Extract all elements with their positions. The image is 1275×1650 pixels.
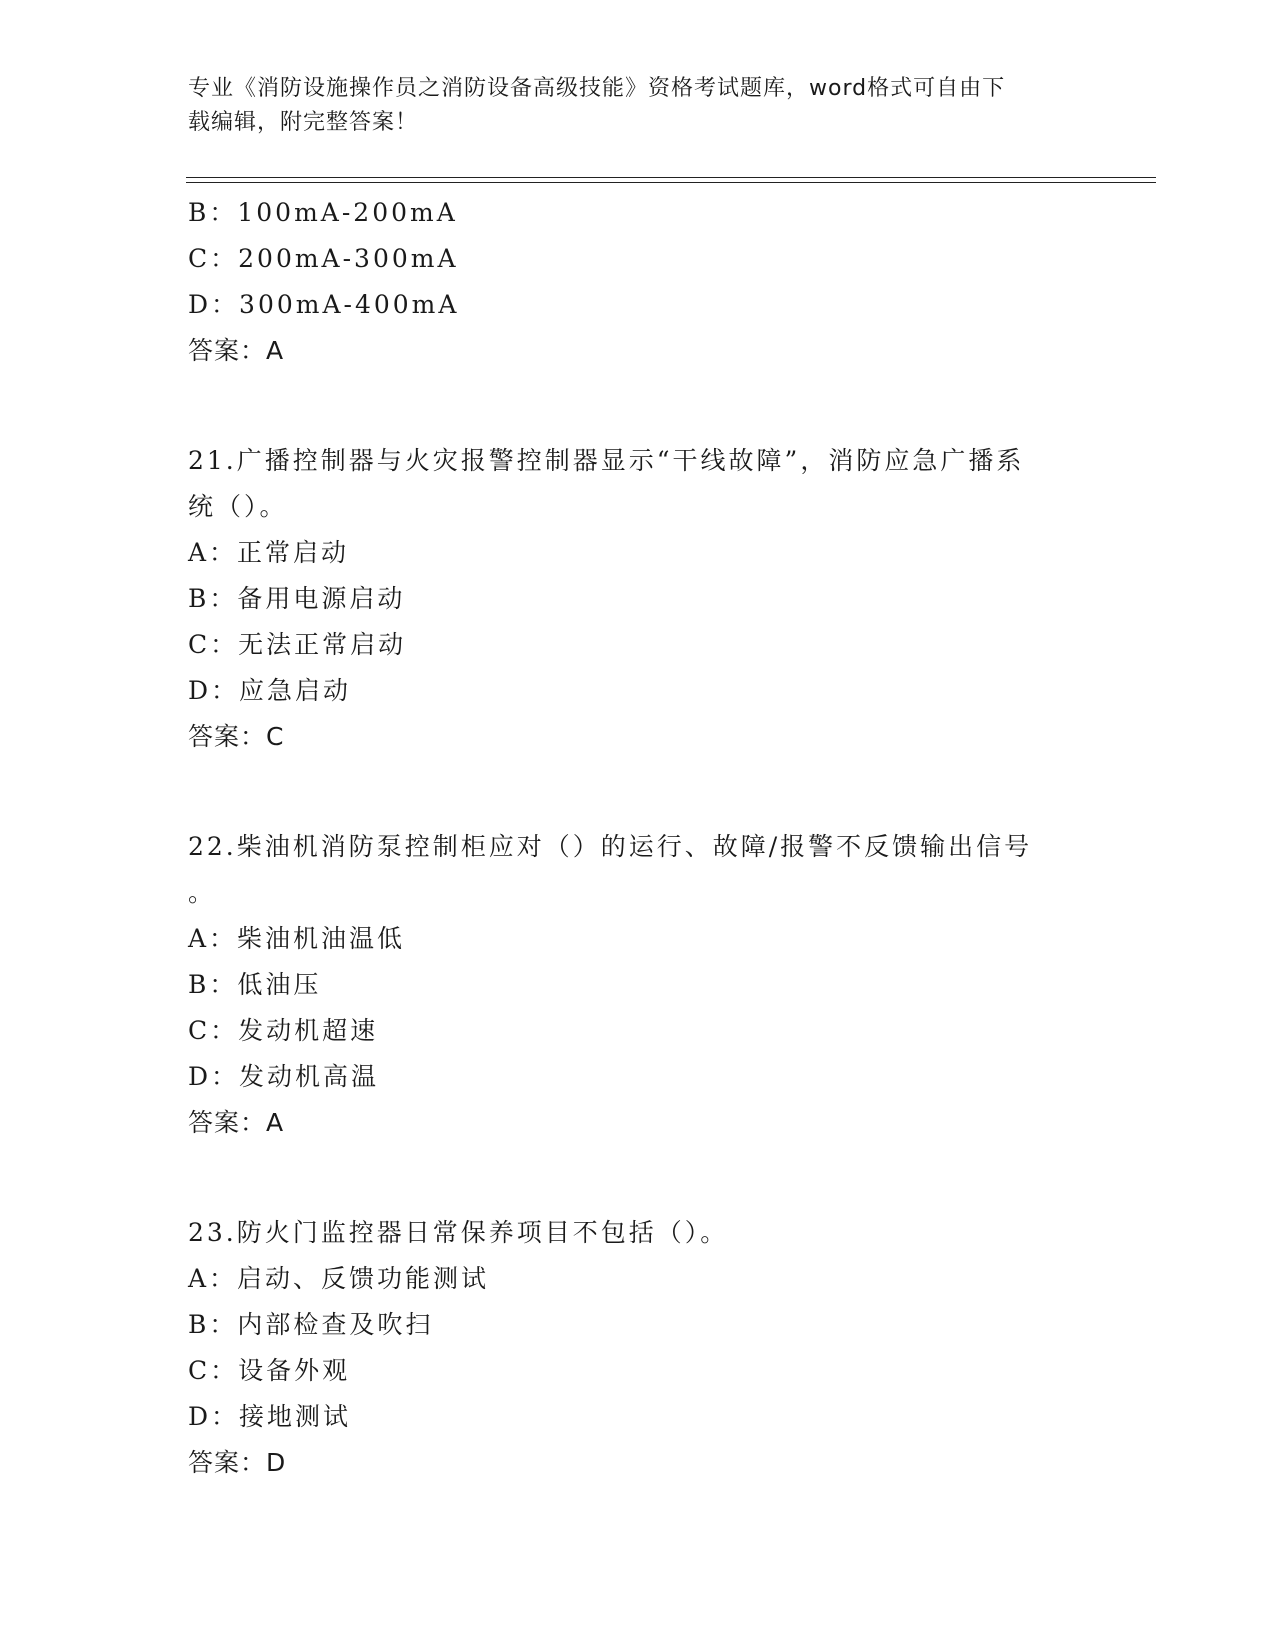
option-c: C：无法正常启动 [188, 630, 407, 659]
answer-line: 答案：D [188, 1448, 287, 1477]
option-c: C：发动机超速 [188, 1016, 379, 1045]
option-a: A：正常启动 [188, 538, 350, 567]
option-b: B：低油压 [188, 970, 322, 999]
option-a: A：柴油机油温低 [188, 924, 406, 953]
question-23 [188, 1210, 1088, 1486]
option-c: C：设备外观 [188, 1356, 351, 1385]
header-line-2: 载编辑，附完整答案！ [188, 110, 419, 135]
question-stem: 22.柴油机消防泵控制柜应对（）的运行、故障/报警不反馈输出信号 [188, 832, 1033, 861]
option-d: D：应急启动 [188, 676, 352, 705]
question-list [188, 190, 1088, 1486]
answer-line: 答案：A [188, 1108, 285, 1137]
header-divider-top [186, 177, 1156, 178]
question-stem-continued: 统（）。 [188, 492, 288, 521]
option-b: B：备用电源启动 [188, 584, 406, 613]
option-b: B：内部检查及吹扫 [188, 1310, 434, 1339]
answer-line: 答案：C [188, 722, 285, 751]
header-divider-bottom [186, 182, 1156, 183]
answer-line: 答案：A [188, 336, 285, 365]
document-header [188, 72, 1068, 140]
question-stem: 21.广播控制器与火灾报警控制器显示“干线故障”，消防应急广播系 [188, 446, 1025, 475]
option-c: C：200mA-300mA [188, 244, 459, 273]
option-d: D：300mA-400mA [188, 290, 460, 319]
header-line-1: 专业《消防设施操作员之消防设备高级技能》资格考试题库，word格式可自由下 [188, 76, 1006, 101]
option-d: D：发动机高温 [188, 1062, 380, 1091]
question-21 [188, 438, 1088, 760]
question-stem: 23.防火门监控器日常保养项目不包括（）。 [188, 1218, 729, 1247]
option-b: B：100mA-200mA [188, 198, 458, 227]
prev-question-block [188, 190, 1088, 374]
question-22 [188, 824, 1088, 1146]
question-stem-continued: 。 [188, 878, 217, 907]
option-d: D：接地测试 [188, 1402, 352, 1431]
option-a: A：启动、反馈功能测试 [188, 1264, 490, 1293]
